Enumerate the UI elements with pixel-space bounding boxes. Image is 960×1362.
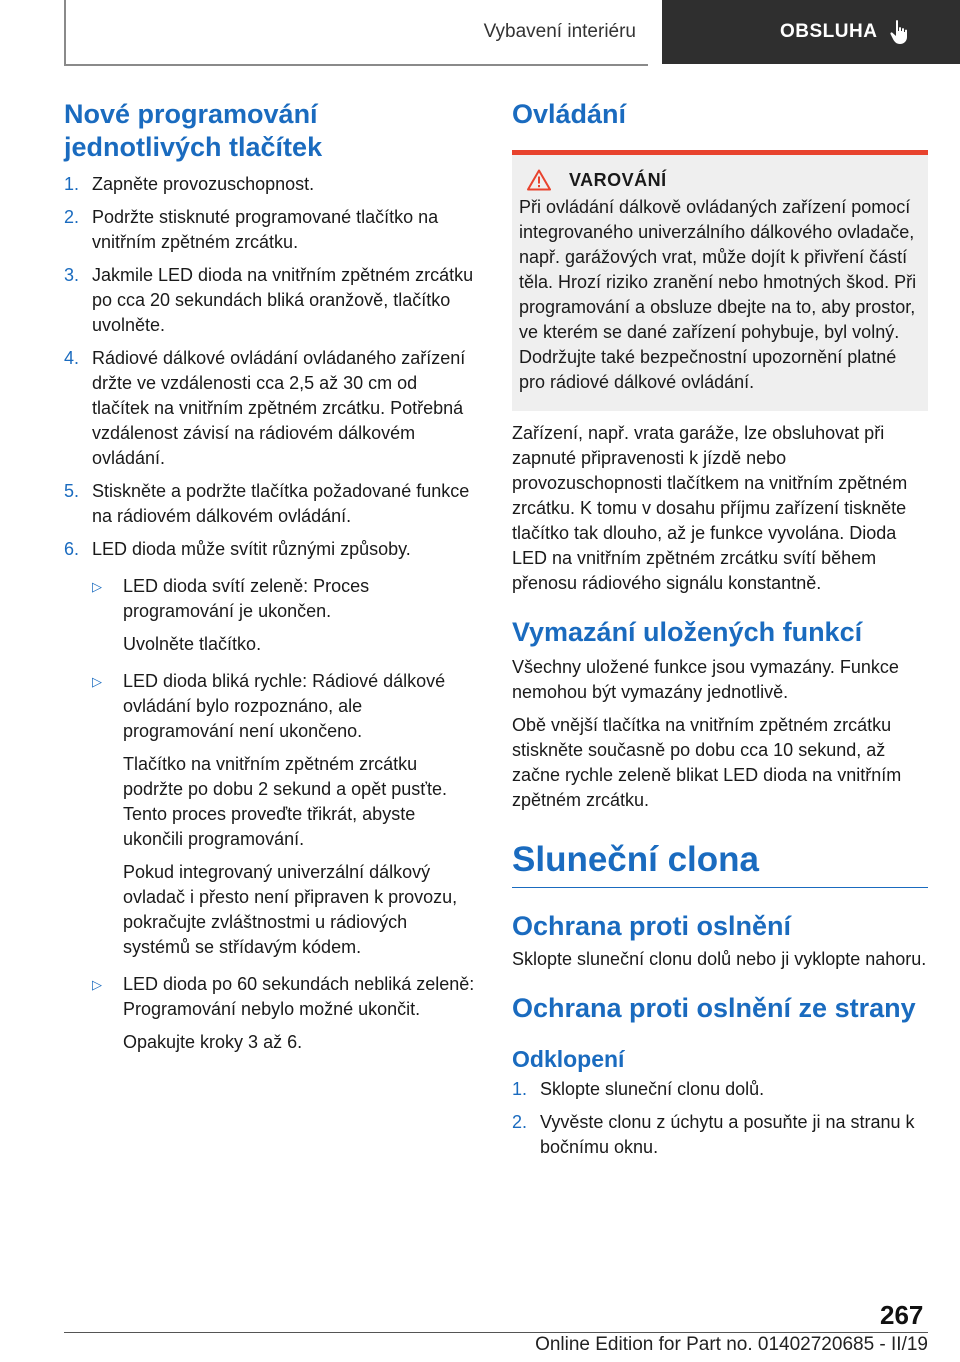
- led-case: [92, 972, 478, 1022]
- step-number: 4.: [64, 348, 80, 368]
- header-chapter-label: OBSLUHA: [780, 21, 878, 42]
- odklopeni-steps: [512, 1077, 928, 1160]
- step-text: Stiskněte a podržte tlačítka požadované funkce na rádiovém dálkovém ovládání.: [92, 481, 470, 526]
- warning-label: VAROVÁNÍ: [569, 169, 667, 190]
- section-title-strana: Ochrana proti oslnění ze strany: [512, 993, 916, 1023]
- step-number: 2.: [64, 207, 80, 227]
- step-text: LED dioda může svítit různými způsoby.: [92, 539, 411, 559]
- led-case-item: [92, 972, 478, 1022]
- right-column: [512, 98, 928, 1160]
- section-title-vymazani: Vymazání uložených funkcí: [512, 617, 863, 647]
- oslneni-text: Sklopte sluneční clonu dolů nebo ji vyklopte nahoru.: [512, 949, 927, 969]
- led-case: [92, 669, 478, 744]
- step-item: [64, 537, 478, 562]
- step-item: [64, 172, 478, 197]
- led-case: [92, 574, 478, 624]
- led-case-text: LED dioda svítí zeleně: Proces programování je ukončen.: [123, 576, 370, 621]
- subsection-title-odklopeni: Odklopení: [512, 1046, 625, 1072]
- ovladani-text: Zařízení, např. vrata garáže, lze obsluhovat při zapnuté připravenosti k jízdě nebo provozuschopnosti tlačítkem na vnitřním zpětném zrcátku. K tomu v dosahu příjmu zařízení tiskněte tlačítko tak dlouho, až je funkce vyvolána. Dioda LED na vnitřním zpětném zrcátku svítí během přenosu rádiového signálu konstantně.: [512, 423, 908, 593]
- led-case-item: [92, 574, 478, 624]
- step-text: Sklopte sluneční clonu dolů.: [540, 1079, 765, 1099]
- page-number: 267: [880, 1300, 924, 1330]
- step-number: 3.: [64, 265, 80, 285]
- header-section-title: [64, 0, 648, 64]
- section-title-reprogramming: Nové programování jednotlivých tlačítek: [64, 99, 323, 162]
- section-title-oslneni: Ochrana proti oslnění: [512, 911, 792, 941]
- warning-header: [527, 169, 922, 191]
- odklopeni-step-item: [512, 1110, 928, 1160]
- header-section-label: Vybavení interiéru: [483, 21, 636, 42]
- step-text: Zapněte provozuschopnost.: [92, 174, 315, 194]
- touch-hand-icon: [889, 19, 913, 45]
- led-case-text: LED dioda po 60 sekundách nebliká zeleně: Programování nebylo možné ukončit.: [123, 974, 475, 1019]
- warning-triangle-icon: [527, 169, 551, 191]
- vymazani-paragraph-1: Všechny uložené funkce jsou vymazány. Funkce nemohou být vymazány jednotlivě.: [512, 657, 899, 702]
- vymazani-paragraph-2: Obě vnější tlačítka na vnitřním zpětném zrcátku stiskněte současně po dobu cca 10 sekund, až začne rychle zeleně blikat LED dioda na vnitřním zpětném zrcátku.: [512, 715, 902, 810]
- step-text: Vyvěste clonu z úchytu a posuňte ji na stranu k bočnímu oknu.: [540, 1112, 915, 1157]
- step-number: 6.: [64, 539, 80, 559]
- led-case-item: [92, 669, 478, 744]
- step-text: Podržte stisknuté programované tlačítko na vnitřním zpětném zrcátku.: [92, 207, 439, 252]
- odklopeni-step-item: [512, 1077, 928, 1102]
- led-case-note: Tlačítko na vnitřním zpětném zrcátku podržte po dobu 2 sekund a opět pusťte. Tento proces proveďte třikrát, abyste ukončili programování.: [123, 754, 447, 849]
- reprogramming-steps: [64, 172, 478, 562]
- footer-edition: Online Edition for Part no. 01402720685 - II/19: [535, 1334, 928, 1355]
- triangle-bullet-icon: ▷: [92, 977, 102, 992]
- led-case-note: Pokud integrovaný univerzální dálkový ovladač i přesto není připraven k provozu, pokračujte zvláštnostmi u rádiových systémů se střídavým kódem.: [123, 862, 458, 957]
- triangle-bullet-icon: ▷: [92, 674, 102, 689]
- section-title-ovladani: Ovládání: [512, 99, 627, 129]
- step-item: [64, 205, 478, 255]
- led-case-text: LED dioda bliká rychle: Rádiové dálkové ovládání bylo rozpoznáno, ale programování není ukončeno.: [123, 671, 446, 741]
- step-number: 1.: [512, 1079, 528, 1099]
- step-number: 2.: [512, 1112, 528, 1132]
- left-column: [64, 98, 478, 1055]
- header-bottom-rule: [64, 64, 648, 66]
- step-text: Rádiové dálkové ovládání ovládaného zařízení držte ve vzdálenosti cca 2,5 až 30 cm od tlačítek na vnitřním zpětném zrcátku. Potřebná vzdálenost závisí na rádiovém dálkovém ovládání.: [92, 348, 466, 468]
- step-item: [64, 263, 478, 338]
- led-cases: [64, 574, 478, 1055]
- step-number: 1.: [64, 174, 80, 194]
- led-case-note: Opakujte kroky 3 až 6.: [123, 1032, 303, 1052]
- chapter-title-clona: Sluneční clona: [512, 840, 759, 879]
- header-chapter-tab: [662, 0, 960, 64]
- warning-box: [512, 150, 928, 411]
- step-text: Jakmile LED dioda na vnitřním zpětném zrcátku po cca 20 sekundách bliká oranžově, tlačítko uvolněte.: [92, 265, 474, 335]
- step-item: [64, 346, 478, 471]
- footer-rule: [64, 1332, 928, 1333]
- warning-text: Při ovládání dálkově ovládaných zařízení pomocí integrovaného univerzálního dálkového ovladače, např. garážových vrat, může dojít k přivření částí těla. Hrozí riziko zranění nebo hmotných škod. Při programování a obsluze dbejte na to, aby prostor, ve kterém se dané zařízení pohybuje, byl volný. Dodržujte také bezpečnostní upozornění platné pro rádiové dálkové ovládání.: [519, 197, 917, 392]
- triangle-bullet-icon: ▷: [92, 579, 102, 594]
- step-number: 5.: [64, 481, 80, 501]
- led-case-note: Uvolněte tlačítko.: [123, 634, 262, 654]
- chapter-title-rule: [512, 887, 928, 888]
- step-item: [64, 479, 478, 529]
